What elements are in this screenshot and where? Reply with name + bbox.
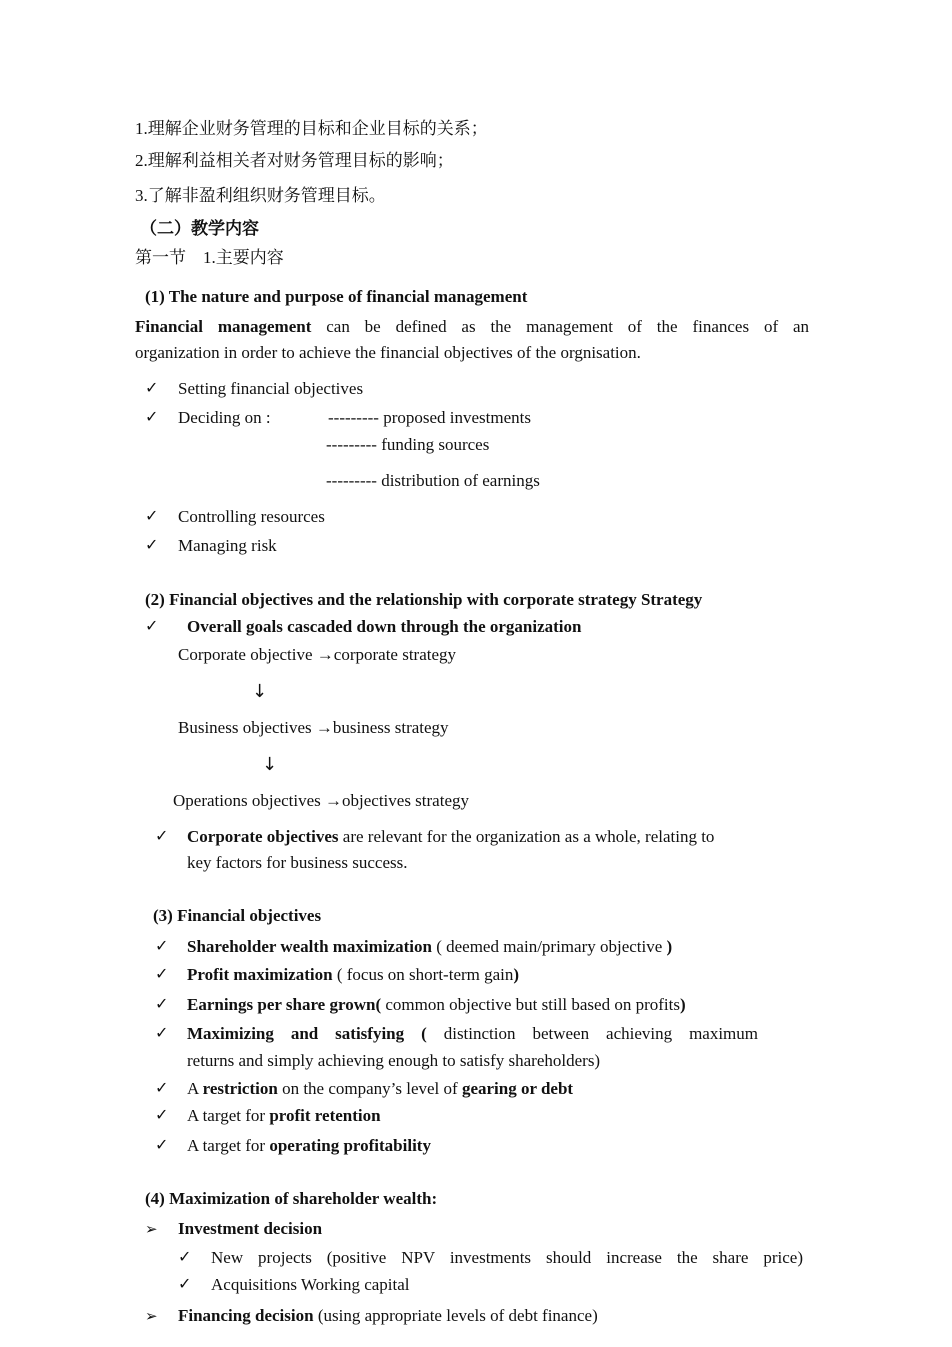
down-arrow-icon: ↓ <box>252 681 268 702</box>
s1-definition-line2: organization in order to achieve the financial objectives of the orgnisation. <box>135 343 641 362</box>
arrow-bullet-icon: ➢ <box>145 1307 158 1325</box>
check-icon: ✓ <box>145 616 159 635</box>
arrow-bullet-icon: ➢ <box>145 1220 158 1238</box>
s4-investment-decision: Investment decision <box>178 1219 323 1238</box>
check-icon: ✓ <box>155 1105 169 1124</box>
s3-i2-rest: ( focus on short-term gain <box>332 965 514 984</box>
s1-item-controlling: Controlling resources <box>178 507 325 526</box>
s4-acquisitions: Acquisitions Working capital <box>211 1275 410 1294</box>
goal-line-1: 1.理解企业财务管理的目标和企业目标的关系； <box>135 119 488 138</box>
s1-subitem-funding: --------- funding sources <box>326 435 490 454</box>
s1-subitem-investments: --------- proposed investments <box>328 408 531 427</box>
s3-i1-rest: ( deemed main/primary objective <box>431 937 667 956</box>
goal-line-2: 2.理解利益相关者对财务管理目标的影响； <box>135 151 454 170</box>
check-icon: ✓ <box>155 1078 169 1097</box>
s3-i1-bold: Shareholder wealth maximization <box>187 937 432 956</box>
s3-i6-bold: profit retention <box>269 1106 381 1125</box>
s3-i5-a: A <box>187 1079 203 1098</box>
s3-item-restriction <box>187 1078 573 1100</box>
s3-item-maximizing-line1 <box>187 1023 758 1045</box>
s1-def-rest: can be defined as the management of the finances of an <box>326 317 810 336</box>
check-icon: ✓ <box>155 964 169 983</box>
s1-def-bold: Financial management <box>135 317 312 336</box>
s3-i4-bold: Maximizing and satisfying ( <box>187 1024 427 1043</box>
s3-i3-close: ) <box>679 995 686 1014</box>
s3-item-retention <box>187 1105 381 1127</box>
s1-item-managing: Managing risk <box>178 536 277 555</box>
s4-financing-bold: Financing decision <box>178 1306 314 1325</box>
check-icon: ✓ <box>155 994 169 1013</box>
s3-item-eps <box>187 994 686 1016</box>
s2-corporate-line2: key factors for business success. <box>187 853 408 872</box>
s3-item-maximizing-line2: returns and simply achieving enough to satisfy shareholders) <box>187 1051 601 1070</box>
s3-heading: (3) Financial objectives <box>153 906 322 925</box>
s2-flow-operations: Operations objectives →objectives strategy <box>173 791 469 810</box>
s4-heading: (4) Maximization of shareholder wealth: <box>145 1189 438 1208</box>
s3-i1-close: ) <box>666 937 673 956</box>
s1-definition-line1 <box>135 316 809 338</box>
s2-heading: (2) Financial objectives and the relationship with corporate strategy Strategy <box>145 590 703 609</box>
s2-corp-rest: are relevant for the organization as a whole, relating to <box>342 827 715 846</box>
s4-financing-decision <box>178 1305 598 1327</box>
check-icon: ✓ <box>178 1274 192 1293</box>
s3-i5-c: on the company’s level of <box>277 1079 462 1098</box>
check-icon: ✓ <box>145 506 159 525</box>
check-icon: ✓ <box>178 1247 192 1266</box>
goal-line-3: 3.了解非盈利组织财务管理目标。 <box>135 186 386 205</box>
s3-i5-bold2: gearing or debt <box>461 1079 574 1098</box>
s3-i4-rest: distinction between achieving maximum <box>443 1024 759 1043</box>
s3-i2-bold: Profit maximization <box>187 965 333 984</box>
s3-i5-bold1: restriction <box>202 1079 278 1098</box>
s2-flow-corporate: Corporate objective →corporate strategy <box>178 645 457 664</box>
s3-i7-bold: operating profitability <box>269 1136 431 1155</box>
s2-corporate-line1 <box>187 826 714 848</box>
s4-financing-rest: (using appropriate levels of debt finance) <box>313 1306 598 1325</box>
s2-flow-business: Business objectives →business strategy <box>178 718 449 737</box>
down-arrow-icon: ↓ <box>262 754 278 775</box>
s3-item-shareholder <box>187 936 672 958</box>
section-heading: （二）教学内容 <box>140 219 259 239</box>
section-subheading: 第一节 1.主要内容 <box>135 248 284 267</box>
s3-i6-a: A target for <box>187 1106 270 1125</box>
check-icon: ✓ <box>145 378 159 397</box>
s4-new-projects: New projects (positive NPV investments should increase the share price) <box>211 1248 803 1267</box>
s1-item-setting: Setting financial objectives <box>178 379 364 398</box>
s1-subitem-distribution: --------- distribution of earnings <box>326 471 540 490</box>
s2-goal: Overall goals cascaded down through the organization <box>187 617 582 636</box>
check-icon: ✓ <box>145 407 159 426</box>
s3-i2-close: ) <box>513 965 520 984</box>
s3-i7-a: A target for <box>187 1136 270 1155</box>
check-icon: ✓ <box>155 936 169 955</box>
s3-item-operating <box>187 1135 431 1157</box>
s3-item-profit <box>187 964 519 986</box>
check-icon: ✓ <box>145 535 159 554</box>
s3-i3-bold: Earnings per share grown( <box>187 995 382 1014</box>
check-icon: ✓ <box>155 826 169 845</box>
s3-i3-rest: common objective but still based on profits <box>381 995 680 1014</box>
s1-item-deciding: Deciding on : <box>178 408 271 427</box>
s1-heading: (1) The nature and purpose of financial management <box>145 287 528 306</box>
s2-corp-bold: Corporate objectives <box>187 827 339 846</box>
check-icon: ✓ <box>155 1135 169 1154</box>
check-icon: ✓ <box>155 1023 169 1042</box>
